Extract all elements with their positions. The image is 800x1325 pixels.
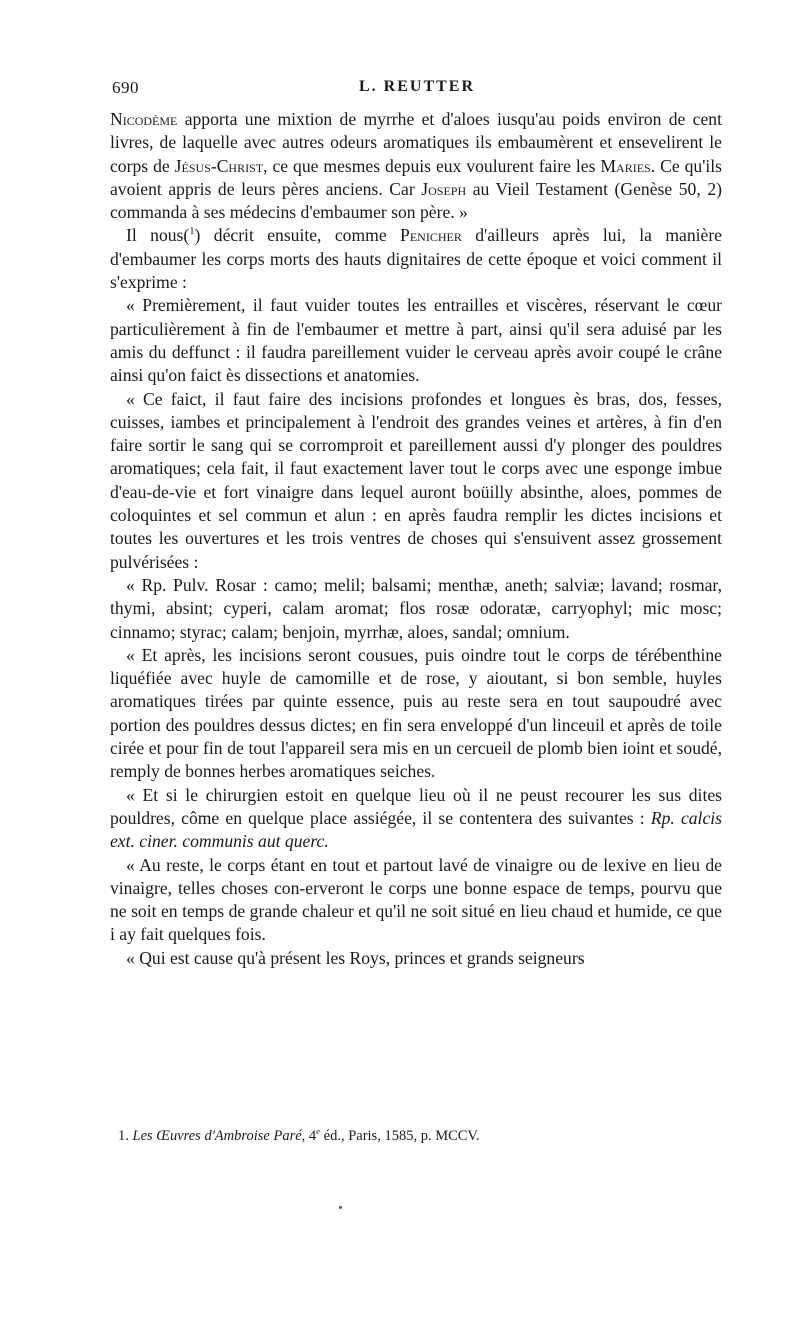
- text-run: « Ce faict, il faut faire des incisions profondes et longues ès bras, dos, fesses, cuisses, iambes et principalement à l'endroit des grandes veines et artères, à fin d'en faire sortir le sang qui se corromproit et pareillement aussi d'y plonger des pouldres aromatiques; cela fait, il faut exactement laver tout le corps avec une esponge imbue d'eau-de-vie et fort vinaigre dans lequel auront boüilly absinthe, aloes, pommes de coloquintes et sel commun et alun : en après faudra remplir les dictes incisions et toutes les ouvertures et les trois ventres de choses qui s'ensuivent assez grossement pulvérisées :: [110, 388, 722, 572]
- paragraph: [110, 294, 722, 387]
- italic-text: Les Œuvres d'Ambroise Paré: [132, 1128, 302, 1144]
- body-text: [110, 108, 722, 970]
- name-smallcaps: Maries: [600, 155, 651, 176]
- paragraph: [110, 947, 722, 970]
- text-run: , 4: [301, 1128, 317, 1144]
- footnote: [118, 1126, 718, 1146]
- text-run: « Rp. Pulv. Rosar : camo; melil; balsami; menthæ, aneth; salviæ; lavand; rosmar, thymi, absint; cyperi, calam aromat; flos rosæ odoratæ, carryophyl; mic mosc; cinnamo; styrac; calam; benjoin, myrrhæ, aloes, sandal; omnium.: [110, 574, 722, 642]
- print-speck: [339, 1206, 342, 1209]
- paragraph: [110, 574, 722, 644]
- text-run: « Qui est cause qu'à présent les Roys, princes et grands seigneurs: [126, 947, 585, 968]
- text-run: d'ailleurs après lui, la manière d'embaumer les corps morts des hauts dignitaires de cette époque et voici comment il s'exprime :: [110, 225, 722, 293]
- name-smallcaps: Joseph: [421, 178, 467, 199]
- text-run: , ce que mesmes depuis eux voulurent faire les: [263, 155, 601, 176]
- text-run: « Premièrement, il faut vuider toutes les entrailles et viscères, réservant le cœur particulièrement à fin de l'embaumer et mettre à part, ainsi qu'il sera aduisé par les amis du deffunct : il faudra pareillement vuider le cerveau après avoir coupé le crâne ainsi qu'on faict ès dissections et anatomies.: [110, 295, 722, 386]
- text-run: « Et après, les incisions seront cousues, puis oindre tout le corps de térébenthine liquéfiée avec huyle de camomille et de rose, y aioutant, si bon semble, huyles aromatiques tirées par quinte essence, puis au reste sera en tout saupoudré avec portion des pouldres dessus dictes; en fin sera enveloppé d'un linceuil et après de toile cirée et pour fin de tout l'appareil sera mis en un cercueil de plomb bien ioint et soudé, remply de bonnes herbes aromatiques seiches.: [110, 644, 722, 782]
- text-run: ) décrit ensuite, comme: [194, 225, 401, 246]
- text-run: éd., Paris, 1585, p. MCCV.: [320, 1128, 480, 1144]
- paragraph: [110, 854, 722, 947]
- paragraph: [110, 644, 722, 784]
- paragraph: [110, 224, 722, 294]
- text-run: « Et si le chirurgien estoit en quelque lieu où il ne peust recourer les sus dites pouldres, côme en quelque place assiégée, il se contentera des suivantes :: [110, 784, 722, 828]
- italic-text: Rp. calcis ext. ciner. communis aut querc.: [110, 807, 722, 852]
- page-number: 690: [112, 78, 139, 97]
- superscript: e: [316, 1126, 321, 1137]
- text-run: apporta une mixtion de myrrhe et d'aloes iusqu'au poids environ de cent livres, de laquelle avec autres odeurs aromatiques ils embaumèrent et ensevelirent le corps de: [110, 109, 722, 176]
- text-run: au Vieil Testament (Genèse 50, 2) commanda à ses médecins d'embaumer son père. »: [110, 178, 722, 223]
- name-smallcaps: Penicher: [400, 225, 462, 246]
- text-run: « Au reste, le corps étant en tout et partout lavé de vinaigre ou de lexive en lieu de vinaigre, telles choses con-erveront le corps une bonne espace de temps, pourvu que ne soit en temps de grande chaleur et qu'il ne soit situé en lieu chaud et humide, ce que i ay fait quelques fois.: [110, 854, 722, 945]
- text-run: Il nous(: [126, 225, 190, 246]
- paragraph: [110, 108, 722, 224]
- paragraph: [110, 388, 722, 574]
- name-smallcaps: Jésus-Christ: [174, 155, 264, 176]
- name-smallcaps: Nicodème: [110, 109, 178, 129]
- text-run: . Ce qu'ils avoient appris de leurs pères anciens. Car: [110, 155, 722, 199]
- page-header: [112, 78, 722, 102]
- running-head: L. REUTTER: [358, 78, 476, 95]
- paragraph: [110, 784, 722, 854]
- superscript: 1: [189, 226, 195, 238]
- text-run: 1.: [118, 1128, 133, 1144]
